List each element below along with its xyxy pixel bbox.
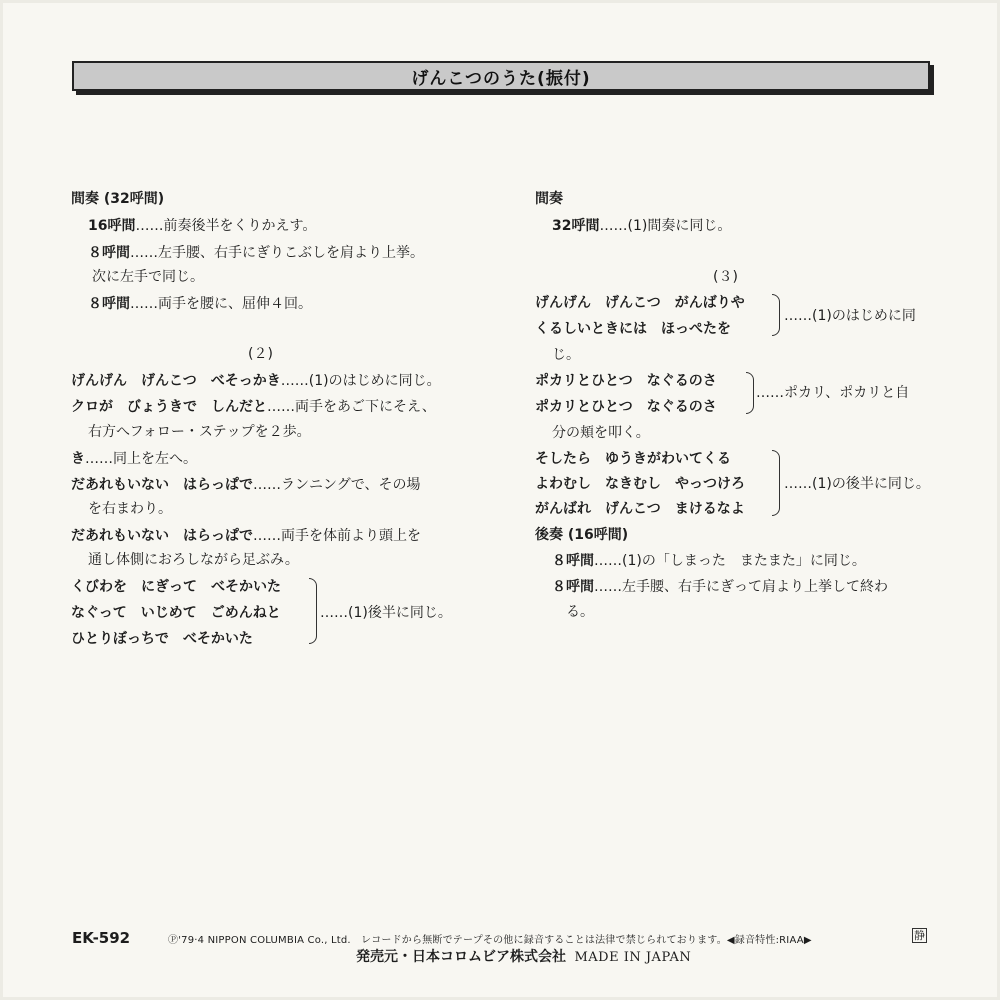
brace-lyric: くるしいときには ほっぺたを: [535, 321, 731, 337]
interlude-line: 次に左手で同じ。: [92, 269, 204, 285]
publisher-line: [356, 946, 691, 966]
brace-lyric: よわむし なきむし やっつけろ: [535, 476, 745, 492]
brace-text: ……(1)の後半に同じ。: [784, 476, 930, 492]
interlude-heading: 間奏 (32呼間): [71, 191, 165, 207]
lyric-line: き……同上を左へ。: [71, 451, 197, 467]
lyric-line: だあれもいない はらっぱで……両手を体前より頭上を: [71, 528, 421, 544]
interlude-heading: 間奏: [535, 191, 563, 207]
lyric-line: げんげん げんこつ べそっかき……(1)のはじめに同じ。: [71, 373, 441, 389]
brace-text: ……(1)後半に同じ。: [320, 605, 452, 621]
outro-heading: 後奏 (16呼間): [535, 527, 629, 543]
brace-lyric: がんばれ げんこつ まけるなよ: [535, 501, 745, 517]
copyright-notice: Ⓟ'79·4 NIPPON COLUMBIA Co., Ltd. レコードから無断でテープその他に録音することは法律で禁じられております。◀録音特性:RIAA▶: [168, 935, 812, 946]
lyric-line: クロが びょうきで しんだと……両手をあご下にそえ、: [71, 399, 436, 415]
brace-mark: [772, 450, 780, 516]
interlude-line: 32呼間……(1)間奏に同じ。: [552, 218, 732, 234]
brace-lyric: ひとりぼっちで べそかいた: [71, 631, 253, 647]
brace-lyric: げんげん げんこつ がんばりや: [535, 295, 745, 311]
brace-mark: [746, 372, 754, 414]
brace-text: ……(1)のはじめに同: [784, 308, 916, 324]
approval-stamp: 静: [914, 929, 925, 942]
brace-text: ……ポカリ、ポカリと自: [756, 385, 910, 401]
outro-line: る。: [566, 604, 594, 620]
brace-lyric: ポカリとひとつ なぐるのさ: [535, 373, 717, 389]
brace-mark: [772, 294, 780, 336]
interlude-line: ８呼間……両手を腰に、屈伸４回。: [88, 296, 312, 312]
page-title: げんこつのうた(振付): [411, 68, 591, 89]
brace-lyric: なぐって いじめて ごめんねと: [71, 605, 281, 621]
made-in-label: MADE IN JAPAN: [574, 950, 692, 965]
section-3-heading: (３): [713, 269, 738, 285]
catalog-number: EK-592: [72, 929, 131, 947]
section-2-heading: (２): [248, 346, 273, 362]
brace-text-cont: じ。: [552, 347, 580, 363]
brace-mark: [309, 578, 317, 644]
title-banner: [72, 61, 930, 91]
brace-text-cont: 分の頬を叩く。: [552, 425, 650, 441]
publisher-name: 発売元・日本コロムビア株式会社: [356, 949, 566, 965]
lyric-line: だあれもいない はらっぱで……ランニングで、その場: [71, 477, 421, 493]
lyric-line: 通し体側におろしながら足ぶみ。: [88, 552, 299, 568]
brace-lyric: そしたら ゆうきがわいてくる: [535, 451, 731, 467]
lyric-line: 右方へフォロー・ステップを２歩。: [88, 424, 311, 440]
outro-line: ８呼間……左手腰、右手にぎって肩より上挙して終わ: [552, 579, 888, 595]
brace-lyric: ポカリとひとつ なぐるのさ: [535, 399, 717, 415]
lyric-line: を右まわり。: [88, 501, 172, 517]
interlude-line: 16呼間……前奏後半をくりかえす。: [88, 218, 317, 234]
outro-line: ８呼間……(1)の「しまった またまた」に同じ。: [552, 553, 866, 569]
brace-lyric: くびわを にぎって べそかいた: [71, 579, 281, 595]
interlude-line: ８呼間……左手腰、右手にぎりこぶしを肩より上挙。: [88, 245, 424, 261]
